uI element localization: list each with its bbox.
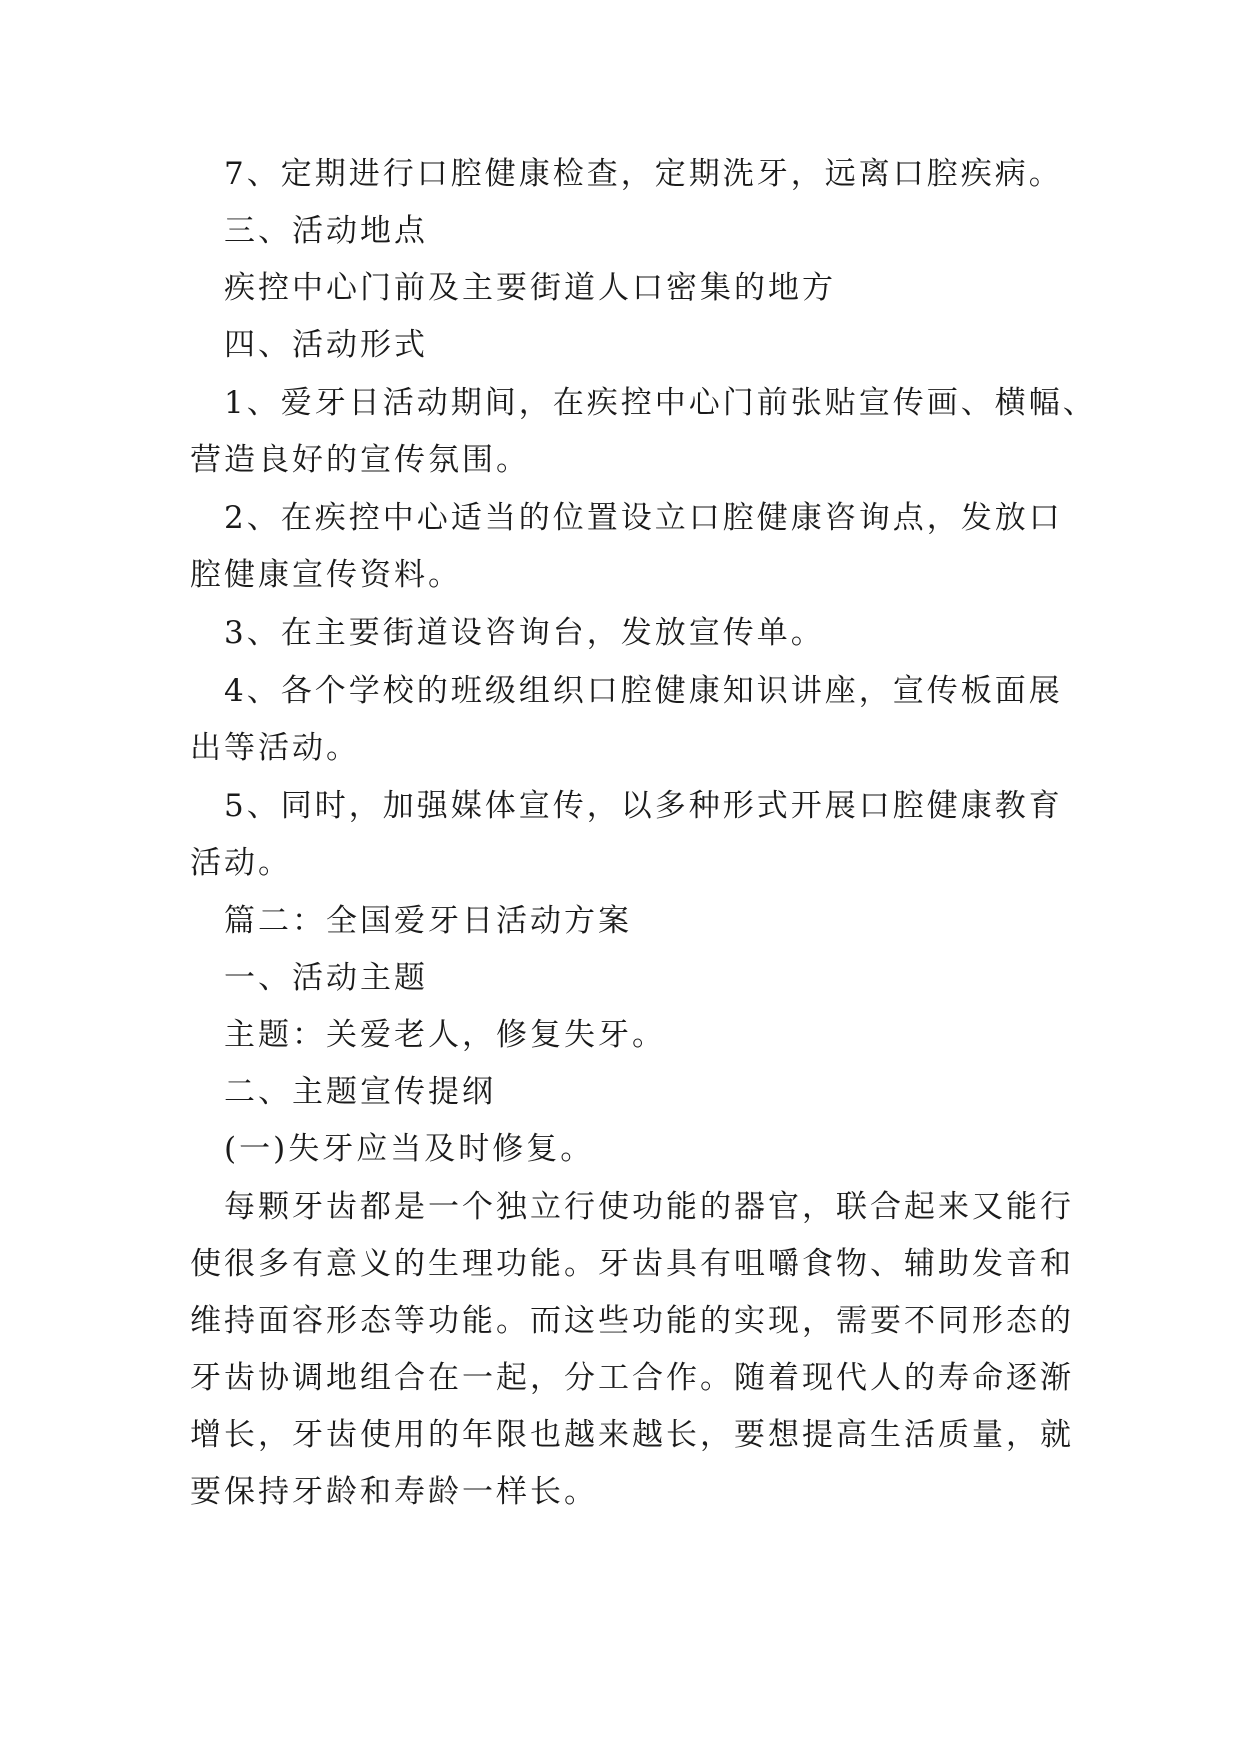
section-heading-format: 四、活动形式: [224, 327, 428, 363]
list-item-5: 5、同时，加强媒体宣传，以多种形式开展口腔健康教育: [224, 788, 1063, 824]
section-heading-outline: 二、主题宣传提纲: [224, 1074, 496, 1110]
list-item-5-continued: 活动。: [190, 845, 292, 881]
paragraph-line: 维持面容形态等功能。而这些功能的实现，需要不同形态的: [190, 1303, 1074, 1339]
section-heading-location: 三、活动地点: [224, 213, 428, 249]
paragraph-line: 增长，牙齿使用的年限也越来越长，要想提高生活质量，就: [190, 1417, 1074, 1453]
paragraph-line: 使很多有意义的生理功能。牙齿具有咀嚼食物、辅助发音和: [190, 1246, 1074, 1282]
list-item-4: 4、各个学校的班级组织口腔健康知识讲座，宣传板面展: [224, 673, 1063, 709]
list-item-1-continued: 营造良好的宣传氛围。: [190, 442, 530, 478]
list-item-7: 7、定期进行口腔健康检查，定期洗牙，远离口腔疾病。: [224, 156, 1063, 192]
document-body: [190, 155, 1097, 1512]
paragraph-line: 牙齿协调地组合在一起，分工合作。随着现代人的寿命逐渐: [190, 1360, 1074, 1396]
list-item-1: 1、爱牙日活动期间，在疾控中心门前张贴宣传画、横幅、: [224, 385, 1097, 421]
list-item-3: 3、在主要街道设咨询台，发放宣传单。: [224, 615, 825, 651]
list-item-2: 2、在疾控中心适当的位置设立口腔健康咨询点，发放口: [224, 500, 1063, 536]
paragraph-line: 每颗牙齿都是一个独立行使功能的器官，联合起来又能行: [224, 1189, 1074, 1225]
list-item-2-continued: 腔健康宣传资料。: [190, 557, 462, 593]
section-heading-theme: 一、活动主题: [224, 960, 428, 996]
paragraph-line: 要保持牙龄和寿龄一样长。: [190, 1474, 598, 1510]
list-item-4-continued: 出等活动。: [190, 730, 360, 766]
paragraph-theme: 主题：关爱老人，修复失牙。: [224, 1017, 666, 1053]
subsection-heading: (一)失牙应当及时修复。: [224, 1131, 595, 1167]
chapter-title: 篇二：全国爱牙日活动方案: [224, 903, 632, 939]
paragraph-location: 疾控中心门前及主要街道人口密集的地方: [224, 270, 836, 306]
